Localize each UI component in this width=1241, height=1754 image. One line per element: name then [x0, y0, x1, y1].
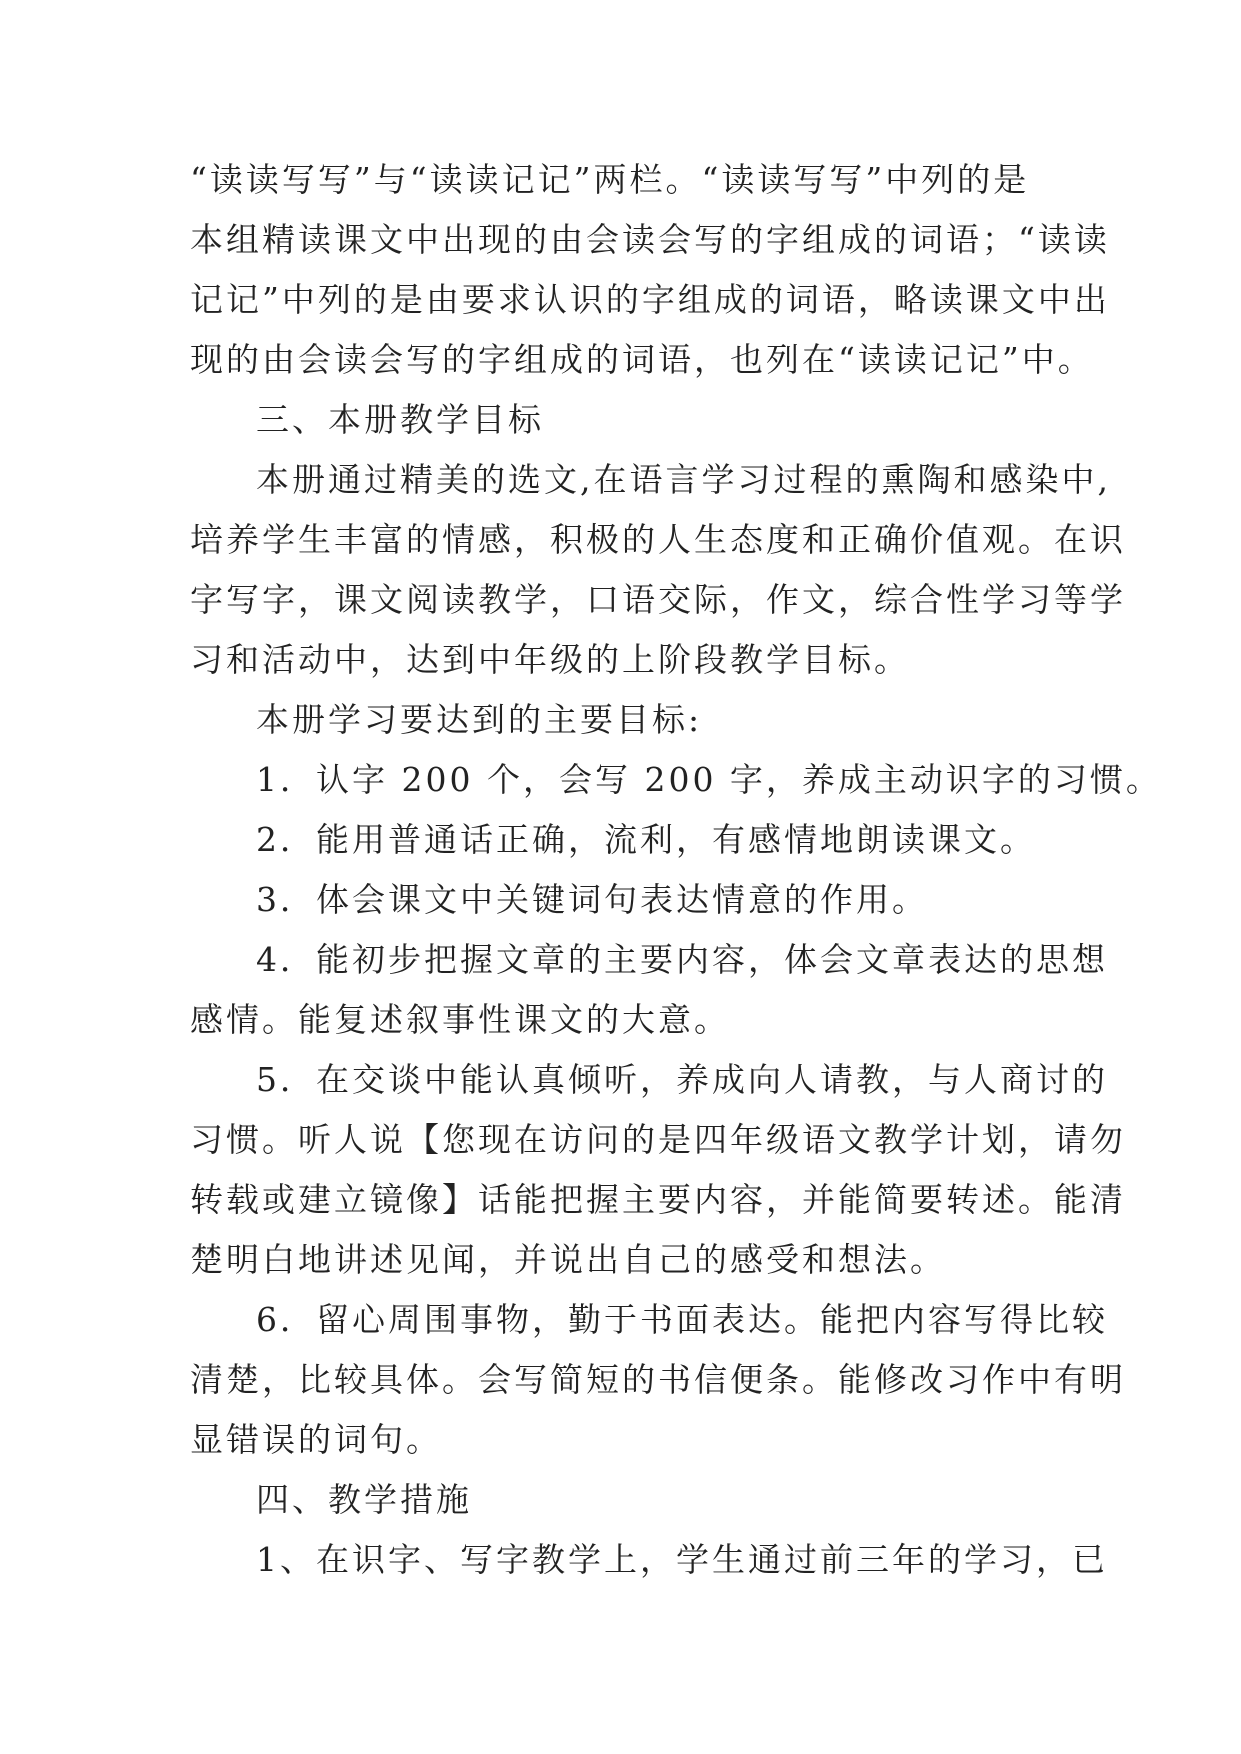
goal-item-continuation: 转载或建立镜像】话能把握主要内容，并能简要转述。能清: [190, 1180, 1126, 1219]
section-heading: 四、教学措施: [256, 1480, 472, 1519]
paragraph-line: 培养学生丰富的情感，积极的人生态度和正确价值观。在识: [190, 520, 1126, 559]
paragraph-line: 本册学习要达到的主要目标:: [256, 700, 703, 739]
paragraph-line: “读读写写”与“读读记记”两栏。“读读写写”中列的是: [190, 160, 1030, 199]
paragraph-line: 记记”中列的是由要求认识的字组成的词语，略读课文中出: [190, 280, 1110, 319]
goal-item: 5．在交谈中能认真倾听，养成向人请教，与人商讨的: [256, 1060, 1108, 1099]
paragraph-line: 1、在识字、写字教学上，学生通过前三年的学习，已: [256, 1540, 1108, 1579]
section-heading: 三、本册教学目标: [256, 400, 544, 439]
goal-item-continuation: 显错误的词句。: [190, 1420, 442, 1459]
goal-item-continuation: 感情。能复述叙事性课文的大意。: [190, 1000, 730, 1039]
goal-item: 2．能用普通话正确，流利，有感情地朗读课文。: [256, 820, 1036, 859]
goal-item-continuation: 清楚，比较具体。会写简短的书信便条。能修改习作中有明: [190, 1360, 1126, 1399]
goal-item-continuation: 楚明白地讲述见闻，并说出自己的感受和想法。: [190, 1240, 946, 1279]
goal-item: 1．认字 200 个，会写 200 字，养成主动识字的习惯。: [256, 760, 1162, 799]
paragraph-line: 本册通过精美的选文,在语言学习过程的熏陶和感染中,: [256, 460, 1111, 499]
paragraph-line: 习和活动中，达到中年级的上阶段教学目标。: [190, 640, 910, 679]
paragraph-line: 本组精读课文中出现的由会读会写的字组成的词语；“读读: [190, 220, 1110, 259]
paragraph-line: 字写字，课文阅读教学，口语交际，作文，综合性学习等学: [190, 580, 1126, 619]
goal-item: 4．能初步把握文章的主要内容，体会文章表达的思想: [256, 940, 1108, 979]
paragraph-line: 现的由会读会写的字组成的词语，也列在“读读记记”中。: [190, 340, 1094, 379]
goal-item: 6．留心周围事物，勤于书面表达。能把内容写得比较: [256, 1300, 1108, 1339]
goal-item-continuation: 习惯。听人说【您现在访问的是四年级语文教学计划，请勿: [190, 1120, 1126, 1159]
goal-item: 3．体会课文中关键词句表达情意的作用。: [256, 880, 928, 919]
